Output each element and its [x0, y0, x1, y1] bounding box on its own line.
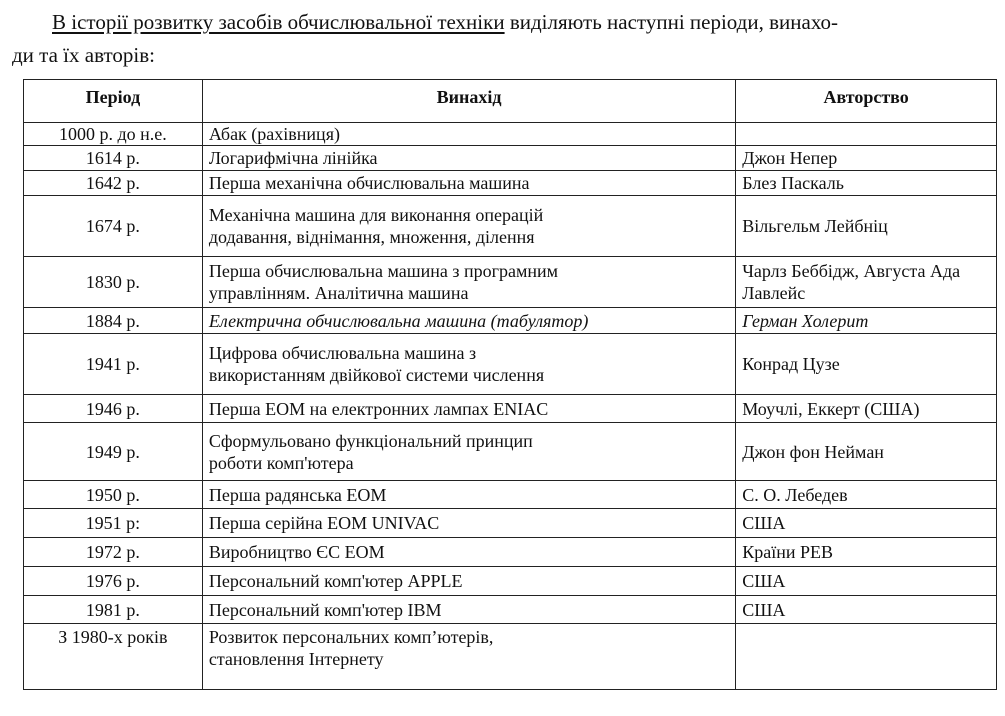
author-line: Джон Непер: [742, 148, 838, 168]
invention-cell: [202, 395, 735, 423]
table-row: [24, 146, 997, 171]
history-table: [23, 79, 997, 690]
author-line: США: [742, 599, 786, 620]
table-header-row: [24, 80, 997, 123]
author-line: США: [742, 571, 786, 591]
author-line: Моучлі, Еккерт (США): [742, 398, 920, 419]
invention-line: Перша радянська ЕОМ: [208, 484, 387, 505]
period-cell: 1976 р.: [24, 567, 203, 596]
invention-cell: [202, 123, 735, 146]
author-line: Вільгельм Лейбніц: [742, 216, 888, 236]
period-cell: 1972 р.: [24, 538, 203, 567]
invention-line: роботи комп'ютера: [208, 452, 354, 473]
intro-underlined-phrase: В історії розвитку засобів обчислювальної техніки: [52, 10, 505, 34]
invention-line: Логарифмічна лінійка: [208, 148, 378, 168]
author-line: С. О. Лебедев: [742, 484, 848, 505]
invention-line: Перша обчислювальна машина з програмним: [208, 261, 558, 281]
author-line: Країни РЕВ: [742, 542, 834, 562]
invention-line: Персональний комп'ютер APPLE: [208, 571, 463, 591]
invention-cell: [202, 308, 735, 334]
invention-cell: [202, 481, 735, 509]
period-cell: 1674 р.: [24, 196, 203, 257]
invention-cell: [202, 334, 735, 395]
author-cell: [736, 196, 997, 257]
author-cell: [736, 308, 997, 334]
author-cell: [736, 171, 997, 196]
period-cell: 1951 р:: [24, 509, 203, 538]
invention-line: Виробництво ЄС ЕОМ: [208, 542, 385, 562]
period-cell: 1642 р.: [24, 171, 203, 196]
period-cell: 1000 р. до н.е.: [24, 123, 203, 146]
table-row: [24, 423, 997, 481]
table-row: [24, 481, 997, 509]
invention-line: додавання, віднімання, множення, ділення: [208, 227, 535, 247]
invention-line: Перша механічна обчислювальна машина: [208, 173, 530, 193]
invention-cell: [202, 423, 735, 481]
header-author: Авторство: [736, 80, 997, 123]
invention-line: Перша серійна ЕОМ UNIVAC: [208, 513, 440, 533]
invention-line: використанням двійкової системи числення: [208, 365, 545, 385]
author-cell: [736, 481, 997, 509]
invention-line: Цифрова обчислювальна машина з: [208, 343, 477, 363]
author-cell: [736, 509, 997, 538]
invention-cell: [202, 538, 735, 567]
period-cell: 1614 р.: [24, 146, 203, 171]
period-cell: З 1980-х років: [24, 624, 203, 690]
period-cell: 1884 р.: [24, 308, 203, 334]
table-row: [24, 257, 997, 308]
author-line: Герман Холерит: [742, 310, 869, 331]
invention-line: Персональний комп'ютер IBM: [208, 599, 442, 620]
period-cell: 1949 р.: [24, 423, 203, 481]
author-line: Чарлз Беббідж, Августа Ада: [742, 261, 961, 281]
invention-cell: [202, 567, 735, 596]
table-row: [24, 567, 997, 596]
invention-line: Механічна машина для виконання операцій: [208, 205, 544, 225]
invention-line: Перша ЕОМ на електронних лампах ENIAC: [208, 398, 549, 419]
intro-line-2: ди та їх авторів:: [12, 43, 155, 67]
table-row: [24, 395, 997, 423]
period-cell: 1981 р.: [24, 596, 203, 624]
author-cell: [736, 146, 997, 171]
author-line: Джон фон Нейман: [742, 441, 884, 462]
table-row: [24, 334, 997, 395]
table-row: [24, 509, 997, 538]
invention-line: Абак (рахівниця): [208, 124, 340, 144]
author-line: Конрад Цузе: [742, 354, 840, 374]
period-cell: 1950 р.: [24, 481, 203, 509]
table-row: [24, 538, 997, 567]
invention-cell: [202, 509, 735, 538]
table-row: [24, 308, 997, 334]
author-cell: [736, 123, 997, 146]
table-row: [24, 123, 997, 146]
invention-cell: [202, 257, 735, 308]
table-row: [24, 596, 997, 624]
header-invention: Винахід: [202, 80, 735, 123]
invention-line: Електрична обчислювальна машина (табулятор): [208, 310, 589, 331]
header-period: Період: [24, 80, 203, 123]
period-cell: 1946 р.: [24, 395, 203, 423]
author-cell: [736, 395, 997, 423]
author-line: Блез Паскаль: [742, 173, 844, 193]
period-cell: 1830 р.: [24, 257, 203, 308]
author-cell: [736, 423, 997, 481]
author-cell: [736, 596, 997, 624]
table-row: [24, 196, 997, 257]
invention-line: управлінням. Аналітична машина: [208, 283, 469, 303]
author-cell: [736, 538, 997, 567]
table-row: [24, 171, 997, 196]
author-cell: [736, 624, 997, 690]
period-cell: 1941 р.: [24, 334, 203, 395]
author-line: США: [742, 513, 786, 533]
author-cell: [736, 257, 997, 308]
invention-cell: [202, 624, 735, 690]
invention-cell: [202, 596, 735, 624]
invention-cell: [202, 146, 735, 171]
intro-line-1-rest: виділяють наступні періоди, винахо-: [504, 10, 839, 34]
intro-paragraph: [12, 6, 1005, 72]
author-line: Лавлейс: [742, 283, 806, 303]
invention-cell: [202, 196, 735, 257]
invention-line: Сформульовано функціональний принцип: [208, 430, 533, 451]
invention-cell: [202, 171, 735, 196]
table-row: [24, 624, 997, 690]
invention-line: Розвиток персональних комп’ютерів,: [208, 627, 494, 647]
intro-line-1: [12, 6, 1005, 39]
author-cell: [736, 334, 997, 395]
invention-line: становлення Інтернету: [208, 649, 384, 669]
author-cell: [736, 567, 997, 596]
